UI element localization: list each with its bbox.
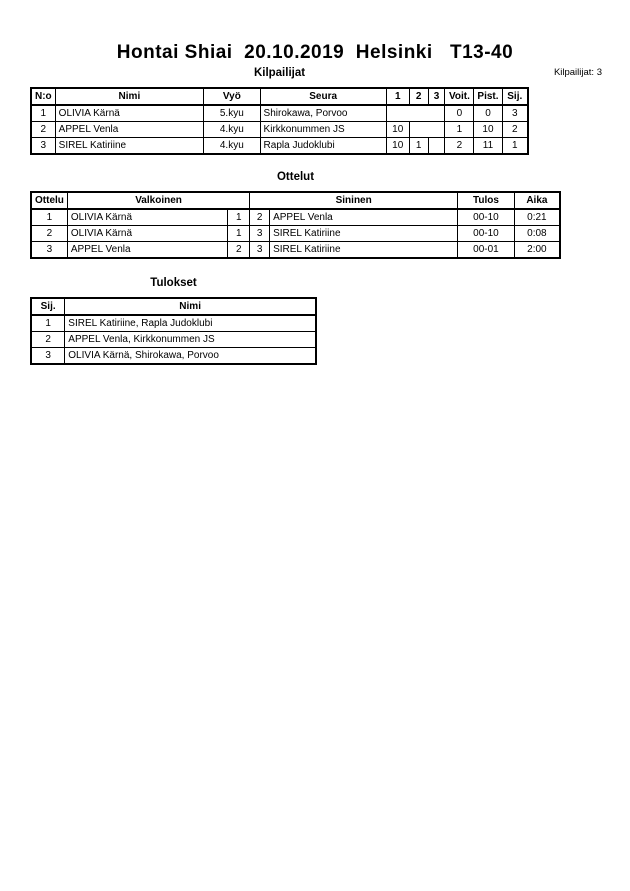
- cell-blue: SIREL Katiriine: [270, 242, 458, 259]
- cell-match-no: 1: [31, 209, 67, 226]
- kilpailijat-header-row: [31, 88, 528, 105]
- cell-blue: APPEL Venla: [270, 209, 458, 226]
- table-row: [31, 332, 316, 348]
- cell-blue: SIREL Katiriine: [270, 226, 458, 242]
- cell-blue-no: 3: [250, 242, 270, 259]
- cell-white: OLIVIA Kärnä: [67, 226, 227, 242]
- cell-voit: 0: [445, 105, 474, 122]
- table-row: [31, 138, 528, 155]
- col-header-sininen: Sininen: [250, 192, 458, 209]
- table-row: [31, 226, 560, 242]
- cell-no: 1: [31, 105, 55, 122]
- kilpailijat-heading: Kilpailijat: [253, 67, 306, 79]
- tulokset-table: [30, 297, 317, 365]
- ottelut-header-row: [31, 192, 560, 209]
- col-header-nimi: Nimi: [65, 298, 316, 315]
- cell-white: APPEL Venla: [67, 242, 227, 259]
- cell-nimi: OLIVIA Kärnä: [55, 105, 203, 122]
- col-header-seura: Seura: [260, 88, 386, 105]
- kilpailijat-table: [30, 87, 529, 155]
- cell-seura: Kirkkonummen JS: [260, 122, 386, 138]
- col-header-2: 2: [409, 88, 428, 105]
- cell-nimi: APPEL Venla: [55, 122, 203, 138]
- cell-nimi: APPEL Venla, Kirkkonummen JS: [65, 332, 316, 348]
- section-kilpailijat: [30, 67, 529, 155]
- cell-vyo: 4.kyu: [204, 138, 260, 155]
- col-header-vyo: Vyö: [204, 88, 260, 105]
- cell-blue-no: 2: [250, 209, 270, 226]
- cell-score-1: 10: [386, 122, 409, 138]
- col-header-1: 1: [386, 88, 409, 105]
- cell-aika: 0:21: [514, 209, 560, 226]
- cell-aika: 2:00: [514, 242, 560, 259]
- cell-match-no: 3: [31, 242, 67, 259]
- cell-sij: 2: [502, 122, 528, 138]
- cell-sij: 1: [502, 138, 528, 155]
- cell-voit: 1: [445, 122, 474, 138]
- table-row: [31, 315, 316, 332]
- cell-seura: Shirokawa, Porvoo: [260, 105, 386, 122]
- cell-white-no: 1: [228, 226, 250, 242]
- cell-aika: 0:08: [514, 226, 560, 242]
- cell-white-no: 2: [228, 242, 250, 259]
- table-row: [31, 209, 560, 226]
- tulokset-header-row: [31, 298, 316, 315]
- table-row: [31, 242, 560, 259]
- col-header-no: N:o: [31, 88, 55, 105]
- col-header-sij: Sij.: [31, 298, 65, 315]
- col-header-ottelu: Ottelu: [31, 192, 67, 209]
- col-header-valkoinen: Valkoinen: [67, 192, 249, 209]
- section-ottelut: [30, 171, 561, 259]
- cell-nimi: SIREL Katiriine, Rapla Judoklubi: [65, 315, 316, 332]
- ottelut-heading: Ottelut: [276, 171, 315, 183]
- cell-no: 2: [31, 122, 55, 138]
- cell-no: 3: [31, 138, 55, 155]
- cell-tulos: 00-10: [458, 226, 515, 242]
- ottelut-table: [30, 191, 561, 259]
- cell-nimi: SIREL Katiriine: [55, 138, 203, 155]
- col-header-voit: Voit.: [445, 88, 474, 105]
- cell-pist: 11: [474, 138, 502, 155]
- table-row: [31, 122, 528, 138]
- cell-score-1: 10: [386, 138, 409, 155]
- cell-vyo: 5.kyu: [204, 105, 260, 122]
- col-header-3: 3: [428, 88, 445, 105]
- tulokset-heading: Tulokset: [150, 277, 197, 289]
- cell-sij: 3: [502, 105, 528, 122]
- cell-white-no: 1: [228, 209, 250, 226]
- cell-seura: Rapla Judoklubi: [260, 138, 386, 155]
- cell-voit: 2: [445, 138, 474, 155]
- col-header-nimi: Nimi: [55, 88, 203, 105]
- cell-white: OLIVIA Kärnä: [67, 209, 227, 226]
- col-header-sij: Sij.: [502, 88, 528, 105]
- col-header-tulos: Tulos: [458, 192, 515, 209]
- cell-sij: 1: [31, 315, 65, 332]
- cell-tulos: 00-01: [458, 242, 515, 259]
- cell-vyo: 4.kyu: [204, 122, 260, 138]
- col-header-pist: Pist.: [474, 88, 502, 105]
- cell-match-no: 2: [31, 226, 67, 242]
- col-header-aika: Aika: [514, 192, 560, 209]
- cell-pist: 0: [474, 105, 502, 122]
- table-row: [31, 105, 528, 122]
- cell-sij: 3: [31, 348, 65, 365]
- cell-sij: 2: [31, 332, 65, 348]
- cell-nimi: OLIVIA Kärnä, Shirokawa, Porvoo: [65, 348, 316, 365]
- cell-tulos: 00-10: [458, 209, 515, 226]
- cell-pist: 10: [474, 122, 502, 138]
- table-row: [31, 348, 316, 365]
- section-tulokset: [30, 277, 317, 365]
- cell-scores: [409, 122, 445, 138]
- competitor-count-label: Kilpailijat: 3: [553, 67, 602, 78]
- cell-scores: [386, 105, 445, 122]
- cell-score-2: 1: [409, 138, 428, 155]
- cell-score-3: [428, 138, 445, 155]
- page-title: Hontai Shiai 20.10.2019 Helsinki T13-40: [116, 42, 514, 63]
- cell-blue-no: 3: [250, 226, 270, 242]
